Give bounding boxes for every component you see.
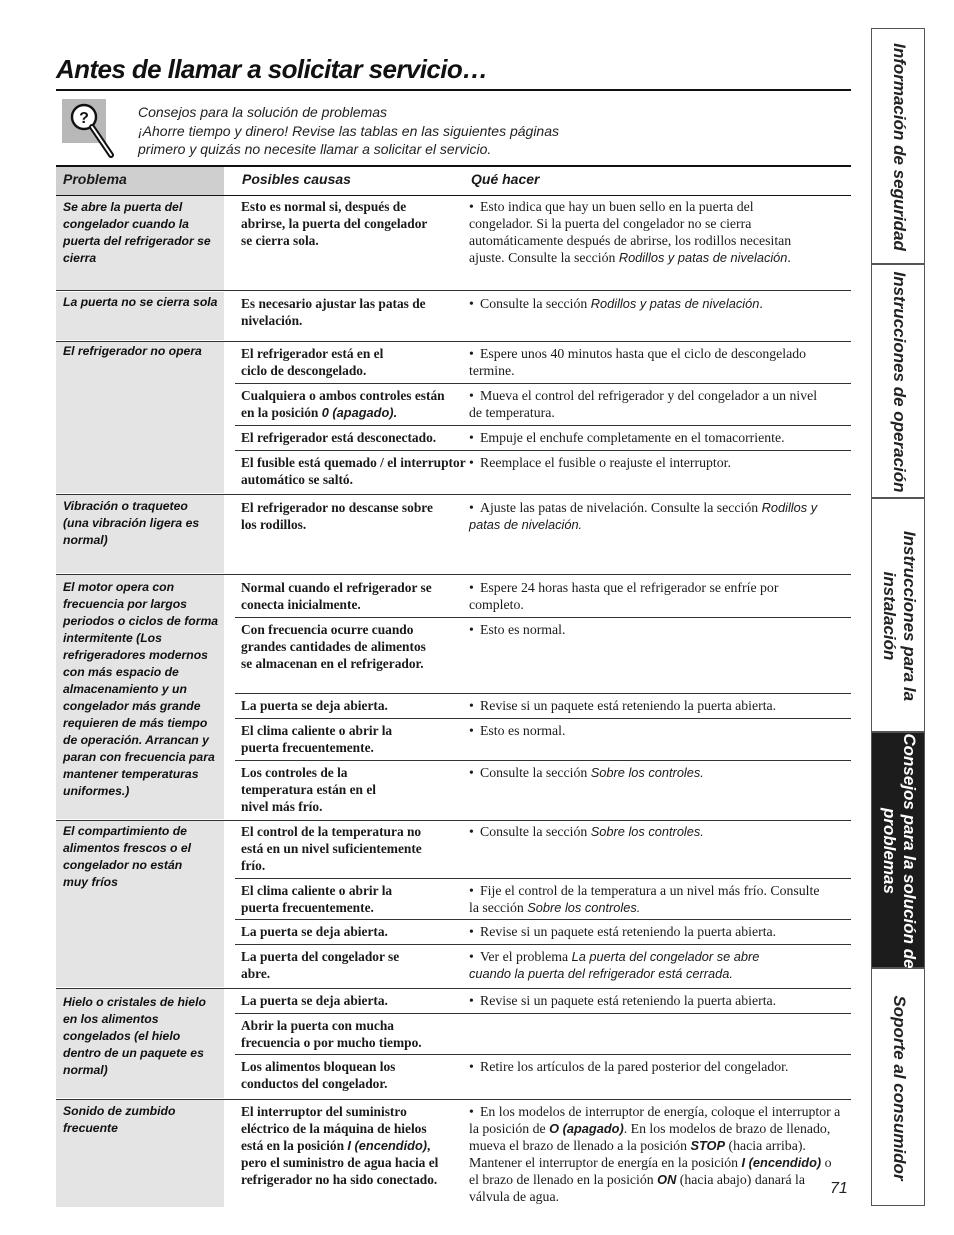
sub-divider <box>235 425 851 426</box>
row-divider <box>56 988 851 989</box>
fix-text: • Revise si un paquete está reteniendo la puerta abierta. <box>469 698 777 713</box>
cause-text: Los controles de la temperatura están en el nivel más frío. <box>241 765 376 814</box>
problem-text: Se abre la puerta del congelador cuando la puerta del refrigerador se cierra <box>63 200 211 265</box>
fix-text: • Espere unos 40 minutos hasta que el ciclo de descongelado termine. <box>469 346 807 378</box>
problem-text: Sonido de zumbido frecuente <box>63 1104 176 1135</box>
tab-label: Soporte al consumidor <box>890 995 909 1181</box>
fix-text: • Revise si un paquete está reteniendo la puerta abierta. <box>469 924 777 939</box>
cause-text: El refrigerador no descanse sobre los rodillos. <box>241 500 433 532</box>
fix-text: • Mueva el control del refrigerador y del congelador a un nivel de temperatura. <box>469 388 818 420</box>
fix-text: • Revise si un paquete está reteniendo la puerta abierta. <box>469 993 777 1008</box>
intro-line-1: Consejos para la solución de problemas <box>138 104 388 120</box>
fix-text: • Esto es normal. <box>469 622 566 637</box>
fix-text: • Espere 24 horas hasta que el refrigerador se enfríe por completo. <box>469 580 779 612</box>
problem-text: El motor opera con frecuencia por largos periodos o ciclos de forma intermitente (Los refrigeradores modernos con más espacio de almacenamiento y un congelador más grande requieren de más tiempo de operación. Arrancan y paran con frecuencia para mantener temperaturas uniformes.) <box>63 580 219 798</box>
problem-text: El compartimiento de alimentos frescos o el congelador no están muy fríos <box>63 824 192 889</box>
cause-text: Los alimentos bloquean los conductos del congelador. <box>241 1059 396 1091</box>
fix-text: • Reemplace el fusible o reajuste el interruptor. <box>469 455 731 470</box>
problem-text: La puerta no se cierra sola <box>63 295 218 309</box>
sub-divider <box>235 1054 851 1055</box>
tab-label: Consejos para la solución de problemas <box>880 733 919 969</box>
sub-divider <box>235 1013 851 1014</box>
cause-text: Esto es normal si, después de abrirse, la puerta del congelador se cierra sola. <box>241 199 428 248</box>
fix-text: • Consulte la sección Sobre los controles. <box>469 765 704 780</box>
sub-divider <box>235 944 851 945</box>
cause-text: El interruptor del suministro eléctrico de la máquina de hielos está en la posición I (encendido), pero el suministro de agua hacia el refrigerador no ha sido conectado. <box>241 1104 439 1187</box>
cause-text: El refrigerador está desconectado. <box>241 430 437 445</box>
fix-text: • Retire los artículos de la pared posterior del congelador. <box>469 1059 789 1074</box>
tab-instrucciones-instalacion[interactable] <box>871 498 925 732</box>
tab-instrucciones-operacion[interactable] <box>871 264 925 498</box>
row-divider <box>56 341 851 342</box>
cause-text: El clima caliente o abrir la puerta frecuentemente. <box>241 883 393 915</box>
row-divider <box>56 820 851 821</box>
sub-divider <box>235 693 851 694</box>
header-fix: Qué hacer <box>471 171 540 187</box>
intro-line-2: ¡Ahorre tiempo y dinero! Revise las tablas en las siguientes páginas <box>138 122 560 139</box>
cause-text: La puerta se deja abierta. <box>241 993 388 1008</box>
sub-divider <box>235 919 851 920</box>
fix-text: • Fije el control de la temperatura a un nivel más frío. Consulte la sección Sobre los controles. <box>469 883 820 915</box>
cause-text: La puerta se deja abierta. <box>241 924 388 939</box>
question-magnifier-icon <box>62 99 118 159</box>
fix-text: • Empuje el enchufe completamente en el tomacorriente. <box>469 430 785 445</box>
cause-text: El fusible está quemado / el interruptor automático se saltó. <box>241 455 466 487</box>
tab-label: Instrucciones de operación <box>890 271 909 493</box>
cause-text: El control de la temperatura no está en un nivel suficientemente frío. <box>241 824 422 873</box>
fix-text: • En los modelos de interruptor de energía, coloque el interruptor a la posición de O (apagado). En los modelos de brazo de llenado, mueva el brazo de llenado a la posición STOP (hacia arriba). Mantener el interruptor de energía en la posición I (encendido) o el brazo de llenado en la posición ON (hacia abajo) danará la válvula de agua. <box>469 1104 841 1204</box>
fix-text: • Esto indica que hay un buen sello en la puerta del congelador. Si la puerta del congelador no se cierra automáticamente después de abrirse, los rodillos necesitan ajuste. Consulte la sección Rodillos y patas de nivelación. <box>469 199 792 265</box>
row-divider <box>56 574 851 575</box>
problem-cell <box>56 342 224 493</box>
page-number: 71 <box>830 1180 848 1197</box>
cause-text: Es necesario ajustar las patas de nivelación. <box>241 296 426 328</box>
intro-line-3: primero y quizás no necesite llamar a solicitar el servicio. <box>138 141 492 158</box>
tab-informacion-seguridad[interactable] <box>871 28 925 264</box>
fix-text: • Consulte la sección Sobre los controles. <box>469 824 704 839</box>
title-rule <box>56 89 851 91</box>
cause-text: El refrigerador está en el ciclo de descongelado. <box>241 346 384 378</box>
cause-text: La puerta se deja abierta. <box>241 698 388 713</box>
intro-text <box>138 103 559 159</box>
sub-divider <box>235 450 851 451</box>
page-title: Antes de llamar a solicitar servicio… <box>56 54 488 84</box>
fix-text: • Ver el problema La puerta del congelador se abre cuando la puerta del refrigerador está cerrada. <box>469 949 760 981</box>
sub-divider <box>235 760 851 761</box>
problem-text: Vibración o traqueteo (una vibración ligera es normal) <box>63 499 200 547</box>
sub-divider <box>235 878 851 879</box>
cause-text: Normal cuando el refrigerador se conecta inicialmente. <box>241 580 432 612</box>
problem-text: Hielo o cristales de hielo en los alimentos congelados (el hielo dentro de un paquete es normal) <box>63 995 206 1077</box>
sub-divider <box>235 383 851 384</box>
cause-text: Abrir la puerta con mucha frecuencia o por mucho tiempo. <box>241 1018 422 1050</box>
row-divider <box>56 290 851 291</box>
header-problem: Problema <box>63 171 127 187</box>
header-causes: Posibles causas <box>242 171 351 187</box>
fix-text: • Esto es normal. <box>469 723 566 738</box>
fix-text: • Ajuste las patas de nivelación. Consulte la sección Rodillos y patas de nivelación. <box>469 500 818 532</box>
cause-text: El clima caliente o abrir la puerta frecuentemente. <box>241 723 393 755</box>
svg-text:?: ? <box>79 110 89 127</box>
problem-text: El refrigerador no opera <box>63 344 202 358</box>
sub-divider <box>235 718 851 719</box>
fix-text: • Consulte la sección Rodillos y patas de nivelación. <box>469 296 763 311</box>
row-divider <box>56 494 851 495</box>
sub-divider <box>235 617 851 618</box>
cause-text: Con frecuencia ocurre cuando grandes cantidades de alimentos se almacenan en el refrigerador. <box>241 622 426 671</box>
tab-label: Instrucciones para la instalación <box>880 530 919 702</box>
tab-label: Información de seguridad <box>890 43 909 251</box>
row-divider <box>56 1099 851 1100</box>
tab-soporte-consumidor[interactable] <box>871 968 925 1206</box>
tab-consejos-problemas[interactable] <box>871 732 925 968</box>
cause-text: Cualquiera o ambos controles están en la posición 0 (apagado). <box>241 388 445 420</box>
cause-text: La puerta del congelador se abre. <box>241 949 400 981</box>
